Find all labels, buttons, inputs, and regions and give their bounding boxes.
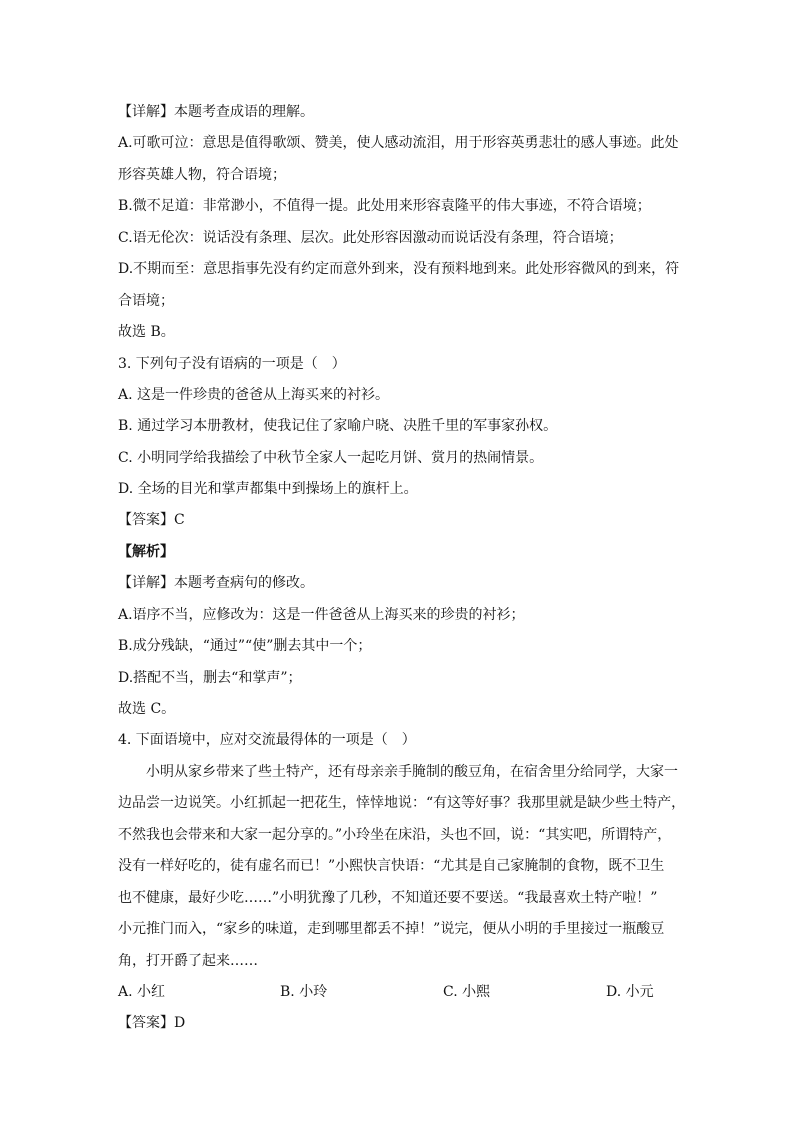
passage-line: 边品尝一边说笑。小红抓起一把花生，悻悻地说：“有这等好事？我那里就是缺少些土特产， (118, 795, 686, 811)
explanation-line: D.搭配不当，删去“和掌声”； (118, 670, 302, 686)
conclusion-line: 故选 C。 (118, 701, 176, 717)
explanation-line: B.成分残缺，“通过”“使”删去其中一个； (118, 638, 372, 654)
explanation-line: B.微不足道：非常渺小，不值得一提。此处用来形容袁隆平的伟大事迹，不符合语境； (118, 198, 651, 214)
question-3-option-a: A. 这是一件珍贵的爸爸从上海买来的衬衫。 (118, 387, 390, 403)
passage-line: 小明从家乡带来了些土特产，还有母亲亲手腌制的酸豆角，在宿舍里分给同学，大家一 (118, 764, 678, 780)
question-4-option-d: D. 小元 (606, 984, 654, 1000)
question-3-stem: 3. 下列句子没有语病的一项是（ ） (118, 356, 346, 372)
conclusion-line: 故选 B。 (118, 324, 175, 340)
answer-label-4: 【答案】D (118, 1015, 186, 1031)
explanation-line: A.可歌可泣：意思是值得歌颂、赞美，使人感动流泪，用于形容英勇悲壮的感人事迹。此处 (118, 135, 679, 151)
explanation-line: 合语境； (118, 293, 174, 309)
question-4-option-b: B. 小玲 (280, 984, 328, 1000)
question-3-option-b: B. 通过学习本册教材，使我记住了家喻户晓、决胜千里的军事家孙权。 (118, 418, 558, 434)
question-4-option-c: C. 小熙 (443, 984, 491, 1000)
passage-line: 没有一样好吃的，徒有虚名而已！”小熙快言快语：“尤其是自己家腌制的食物，既不卫生 (118, 858, 665, 874)
explanation-line: C.语无伦次：说话没有条理、层次。此处形容因激动而说话没有条理，符合语境； (118, 230, 623, 246)
answer-label-3: 【答案】C (118, 512, 185, 528)
passage-line: 也不健康，最好少吃……”小明犹豫了几秒，不知道还要不要送。“我最喜欢土特产啦！” (118, 890, 658, 906)
explanation-line: 形容英雄人物，符合语境； (118, 167, 286, 183)
detail-heading-1: 【详解】本题考查成语的理解。 (118, 104, 314, 120)
explanation-line: A.语序不当，应修改为：这是一件爸爸从上海买来的珍贵的衬衫； (118, 607, 525, 623)
analysis-heading: 【解析】 (118, 544, 174, 560)
passage-line: 角，打开爵了起来…… (118, 953, 258, 969)
question-4-stem: 4. 下面语境中，应对交流最得体的一项是（ ） (118, 732, 416, 748)
explanation-line: D.不期而至：意思指事先没有约定而意外到来，没有预料地到来。此处形容微风的到来，符 (118, 261, 680, 277)
detail-heading-2: 【详解】本题考查病句的修改。 (118, 575, 314, 591)
question-4-option-a: A. 小红 (118, 984, 166, 1000)
passage-line: 不然我也会带来和大家一起分享的。”小玲坐在床沿，头也不回，说：“其实吧，所谓特产， (118, 827, 672, 843)
passage-line: 小元推门而入，“家乡的味道，走到哪里都丢不掉！”说完，便从小明的手里接过一瓶酸豆 (118, 921, 665, 937)
question-3-option-c: C. 小明同学给我描绘了中秋节全家人一起吃月饼、赏月的热闹情景。 (118, 450, 544, 466)
question-3-option-d: D. 全场的目光和掌声都集中到操场上的旗杆上。 (118, 481, 418, 497)
